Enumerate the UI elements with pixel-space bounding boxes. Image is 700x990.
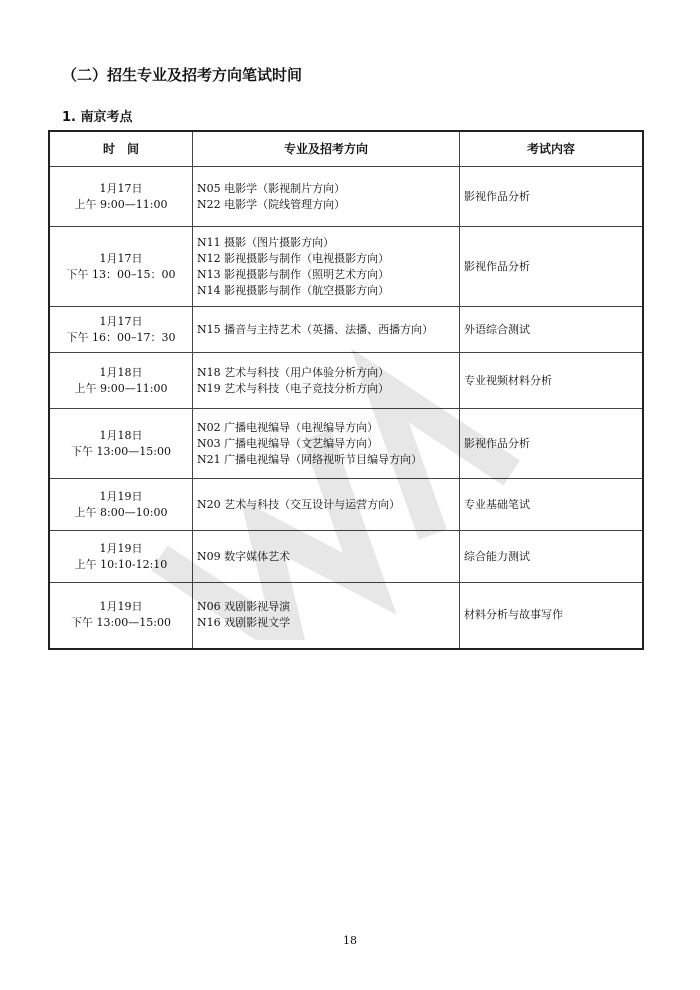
major-cell xyxy=(193,531,460,583)
exam-content-cell: 影视作品分析 xyxy=(460,167,644,227)
major-item: N18 艺术与科技（用户体验分析方向） xyxy=(197,365,390,379)
subsection-title: 1. 南京考点 xyxy=(62,110,133,125)
header-time: 时 间 xyxy=(49,131,193,167)
table-row xyxy=(49,531,643,583)
major-item: N02 广播电视编导（电视编导方向） xyxy=(197,420,379,434)
exam-time: 下午 13:00—15:00 xyxy=(71,616,171,630)
section-title: （二）招生专业及招考方向笔试时间 xyxy=(62,66,303,84)
major-cell xyxy=(193,227,460,307)
table-row xyxy=(49,583,643,649)
exam-content-cell: 综合能力测试 xyxy=(460,531,644,583)
time-cell xyxy=(49,409,193,479)
page-number: 18 xyxy=(343,934,357,947)
time-cell xyxy=(49,479,193,531)
exam-date: 1月19日 xyxy=(99,541,143,555)
major-item: N14 影视摄影与制作（航空摄影方向） xyxy=(197,283,390,297)
time-cell xyxy=(49,531,193,583)
major-item: N06 戏剧影视导演 xyxy=(197,600,291,614)
table-row xyxy=(49,167,643,227)
exam-time: 上午 9:00—11:00 xyxy=(74,197,168,211)
exam-time: 下午 16：00–17：30 xyxy=(66,330,176,344)
major-item: N20 艺术与科技（交互设计与运营方向） xyxy=(197,497,401,511)
table-row xyxy=(49,479,643,531)
table-row xyxy=(49,353,643,409)
exam-time: 下午 13:00—15:00 xyxy=(71,444,171,458)
time-cell xyxy=(49,227,193,307)
major-item: N13 影视摄影与制作（照明艺术方向） xyxy=(197,267,390,281)
major-item: N21 广播电视编导（网络视听节目编导方向） xyxy=(197,452,423,466)
major-item: N05 电影学（影视制片方向） xyxy=(197,181,346,195)
table-row xyxy=(49,307,643,353)
time-cell xyxy=(49,583,193,649)
major-item: N19 艺术与科技（电子竞技分析方向） xyxy=(197,381,390,395)
exam-time: 下午 13：00–15：00 xyxy=(66,267,176,281)
exam-content-cell: 专业视频材料分析 xyxy=(460,353,644,409)
major-cell xyxy=(193,583,460,649)
major-cell xyxy=(193,479,460,531)
major-cell xyxy=(193,307,460,353)
exam-time: 上午 8:00—10:00 xyxy=(74,505,168,519)
table-row xyxy=(49,227,643,307)
exam-date: 1月18日 xyxy=(99,365,143,379)
exam-date: 1月17日 xyxy=(99,181,143,195)
table-row xyxy=(49,409,643,479)
major-item: N12 影视摄影与制作（电视摄影方向） xyxy=(197,251,390,265)
major-cell xyxy=(193,409,460,479)
major-item: N09 数字媒体艺术 xyxy=(197,549,291,563)
table-header-row xyxy=(49,131,643,167)
exam-date: 1月18日 xyxy=(99,428,143,442)
major-cell xyxy=(193,167,460,227)
exam-time: 上午 10:10-12:10 xyxy=(74,557,168,571)
header-content: 考试内容 xyxy=(460,131,644,167)
major-item: N16 戏剧影视文学 xyxy=(197,616,291,630)
major-item: N15 播音与主持艺术（英播、法播、西播方向） xyxy=(197,322,434,336)
exam-date: 1月17日 xyxy=(99,251,143,265)
exam-date: 1月19日 xyxy=(99,600,143,614)
exam-content-cell: 专业基础笔试 xyxy=(460,479,644,531)
exam-schedule-table xyxy=(48,130,644,650)
major-cell xyxy=(193,353,460,409)
time-cell xyxy=(49,353,193,409)
exam-time: 上午 9:00—11:00 xyxy=(74,381,168,395)
major-item: N11 摄影（图片摄影方向） xyxy=(197,235,335,249)
exam-content-cell: 影视作品分析 xyxy=(460,409,644,479)
major-item: N03 广播电视编导（文艺编导方向） xyxy=(197,436,379,450)
exam-content-cell: 材料分析与故事写作 xyxy=(460,583,644,649)
time-cell xyxy=(49,167,193,227)
time-cell xyxy=(49,307,193,353)
exam-content-cell: 影视作品分析 xyxy=(460,227,644,307)
exam-date: 1月19日 xyxy=(99,489,143,503)
exam-content-cell: 外语综合测试 xyxy=(460,307,644,353)
header-major: 专业及招考方向 xyxy=(193,131,460,167)
exam-date: 1月17日 xyxy=(99,314,143,328)
major-item: N22 电影学（院线管理方向） xyxy=(197,197,346,211)
